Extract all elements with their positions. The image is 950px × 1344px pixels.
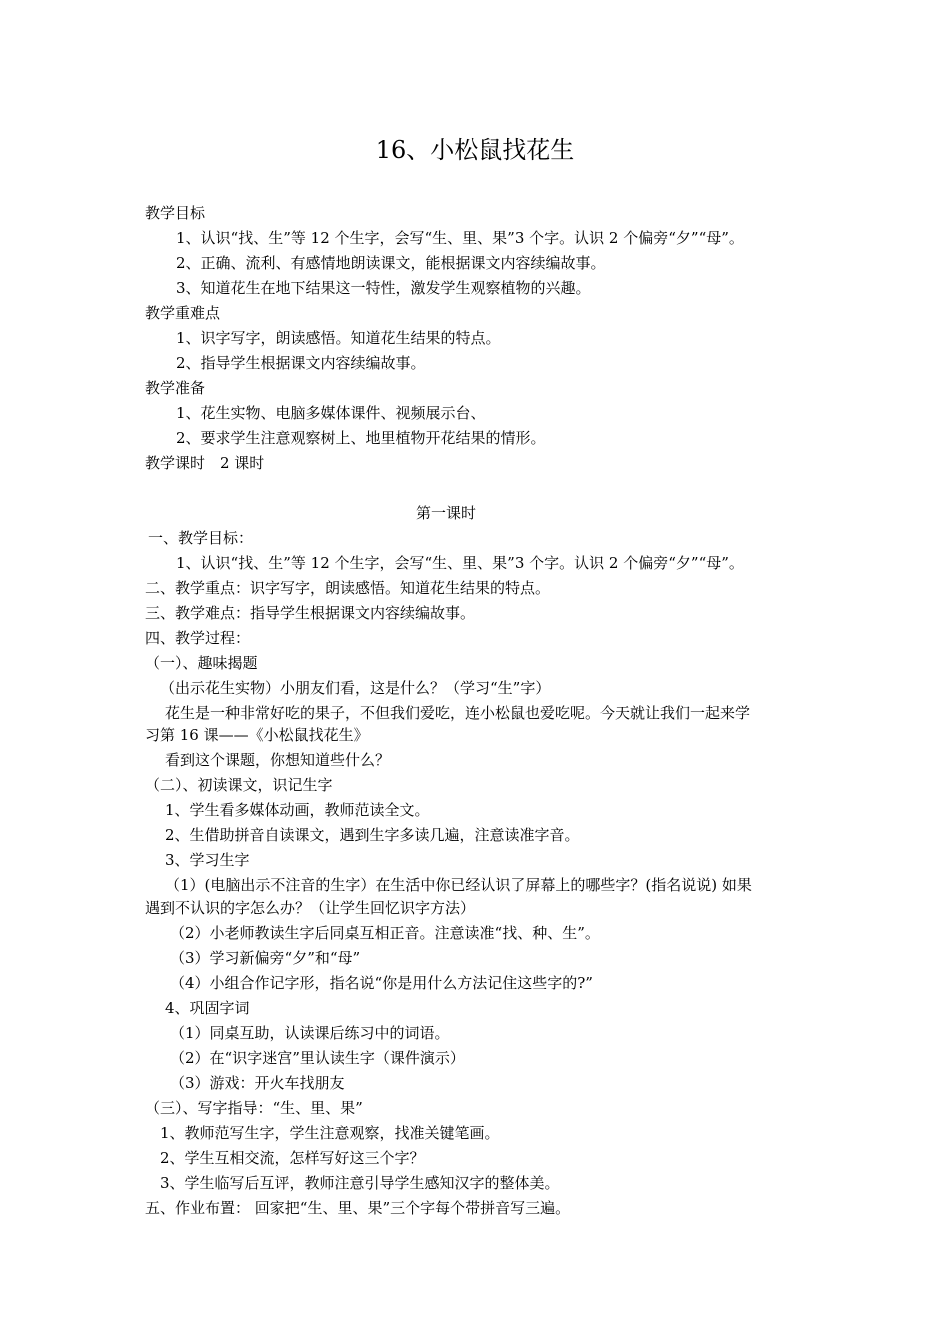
text-line: 3、知道花生在地下结果这一特性，激发学生观察植物的兴趣。 [176, 279, 591, 297]
text-line: 一、教学目标： [148, 529, 254, 547]
text-line: 1、花生实物、电脑多媒体课件、视频展示台、 [176, 404, 486, 422]
text-line: 四、教学过程： [145, 629, 251, 647]
text-line: 花生是一种非常好吃的果子，不但我们爱吃，连小松鼠也爱吃呢。今天就让我们一起来学 [165, 704, 751, 722]
text-line: 教学目标 [145, 204, 206, 222]
text-line: 五、作业布置： 回家把“生、里、果”三个字每个带拼音写三遍。 [145, 1199, 571, 1217]
text-line: 2、学生互相交流，怎样写好这三个字？ [160, 1149, 425, 1167]
text-line: （3）游戏：开火车找朋友 [170, 1074, 345, 1092]
text-line: 4、巩固字词 [165, 999, 250, 1017]
text-line: 三、教学难点：指导学生根据课文内容续编故事。 [145, 604, 476, 622]
text-line: 1、识字写字，朗读感悟。知道花生结果的特点。 [176, 329, 501, 347]
text-line: （3）学习新偏旁“夕”和“母” [170, 949, 361, 967]
lesson-title: 16、小松鼠找花生 [375, 136, 575, 164]
text-line: 教学重难点 [145, 304, 221, 322]
text-line: 1、认识“找、生”等 12 个生字，会写“生、里、果”3 个字。认识 2 个偏旁“夕”“母”。 [176, 554, 744, 572]
text-line: （4）小组合作记字形，指名说“你是用什么方法记住这些字的?” [170, 974, 593, 992]
text-line: 二、教学重点：识字写字，朗读感悟。知道花生结果的特点。 [145, 579, 551, 597]
text-line: （1）(电脑出示不注音的生字）在生活中你已经认识了屏幕上的哪些字？(指名说说) 如果 [165, 876, 752, 894]
text-line: （三）、写字指导：“生、里、果” [145, 1099, 363, 1117]
text-line: （一）、趣味揭题 [145, 654, 258, 672]
text-line: 2、正确、流利、有感情地朗读课文，能根据课文内容续编故事。 [176, 254, 606, 272]
text-line: 3、学习生字 [165, 851, 250, 869]
text-line: 2、指导学生根据课文内容续编故事。 [176, 354, 426, 372]
text-line: 1、认识“找、生”等 12 个生字，会写“生、里、果”3 个字。认识 2 个偏旁“夕”“母”。 [176, 229, 744, 247]
text-line: 1、学生看多媒体动画，教师范读全文。 [165, 801, 430, 819]
text-line: 2、生借助拼音自读课文，遇到生字多读几遍，注意读准字音。 [165, 826, 580, 844]
text-line: 1、教师范写生字，学生注意观察，找准关键笔画。 [160, 1124, 500, 1142]
text-line: （出示花生实物）小朋友们看，这是什么？（学习“生”字） [160, 679, 551, 697]
section-heading: 第一课时 [415, 504, 476, 522]
text-line: 教学准备 [145, 379, 206, 397]
text-line: （2）小老师教读生字后同桌互相正音。注意读准“找、种、生”。 [170, 924, 600, 942]
text-line: 遇到不认识的字怎么办？（让学生回忆识字方法） [145, 899, 476, 917]
text-line: 3、学生临写后互评，教师注意引导学生感知汉字的整体美。 [160, 1174, 560, 1192]
text-line: （2）在“识字迷宫”里认读生字（课件演示） [170, 1049, 465, 1067]
text-line: 2、要求学生注意观察树上、地里植物开花结果的情形。 [176, 429, 546, 447]
text-line: （1）同桌互助，认读课后练习中的词语。 [170, 1024, 450, 1042]
text-line: 看到这个课题，你想知道些什么？ [165, 751, 391, 769]
text-line: 习第 16 课——《小松鼠找花生》 [145, 726, 369, 744]
text-line: （二）、初读课文，识记生字 [145, 776, 333, 794]
text-line: 教学课时 2 课时 [145, 454, 265, 472]
